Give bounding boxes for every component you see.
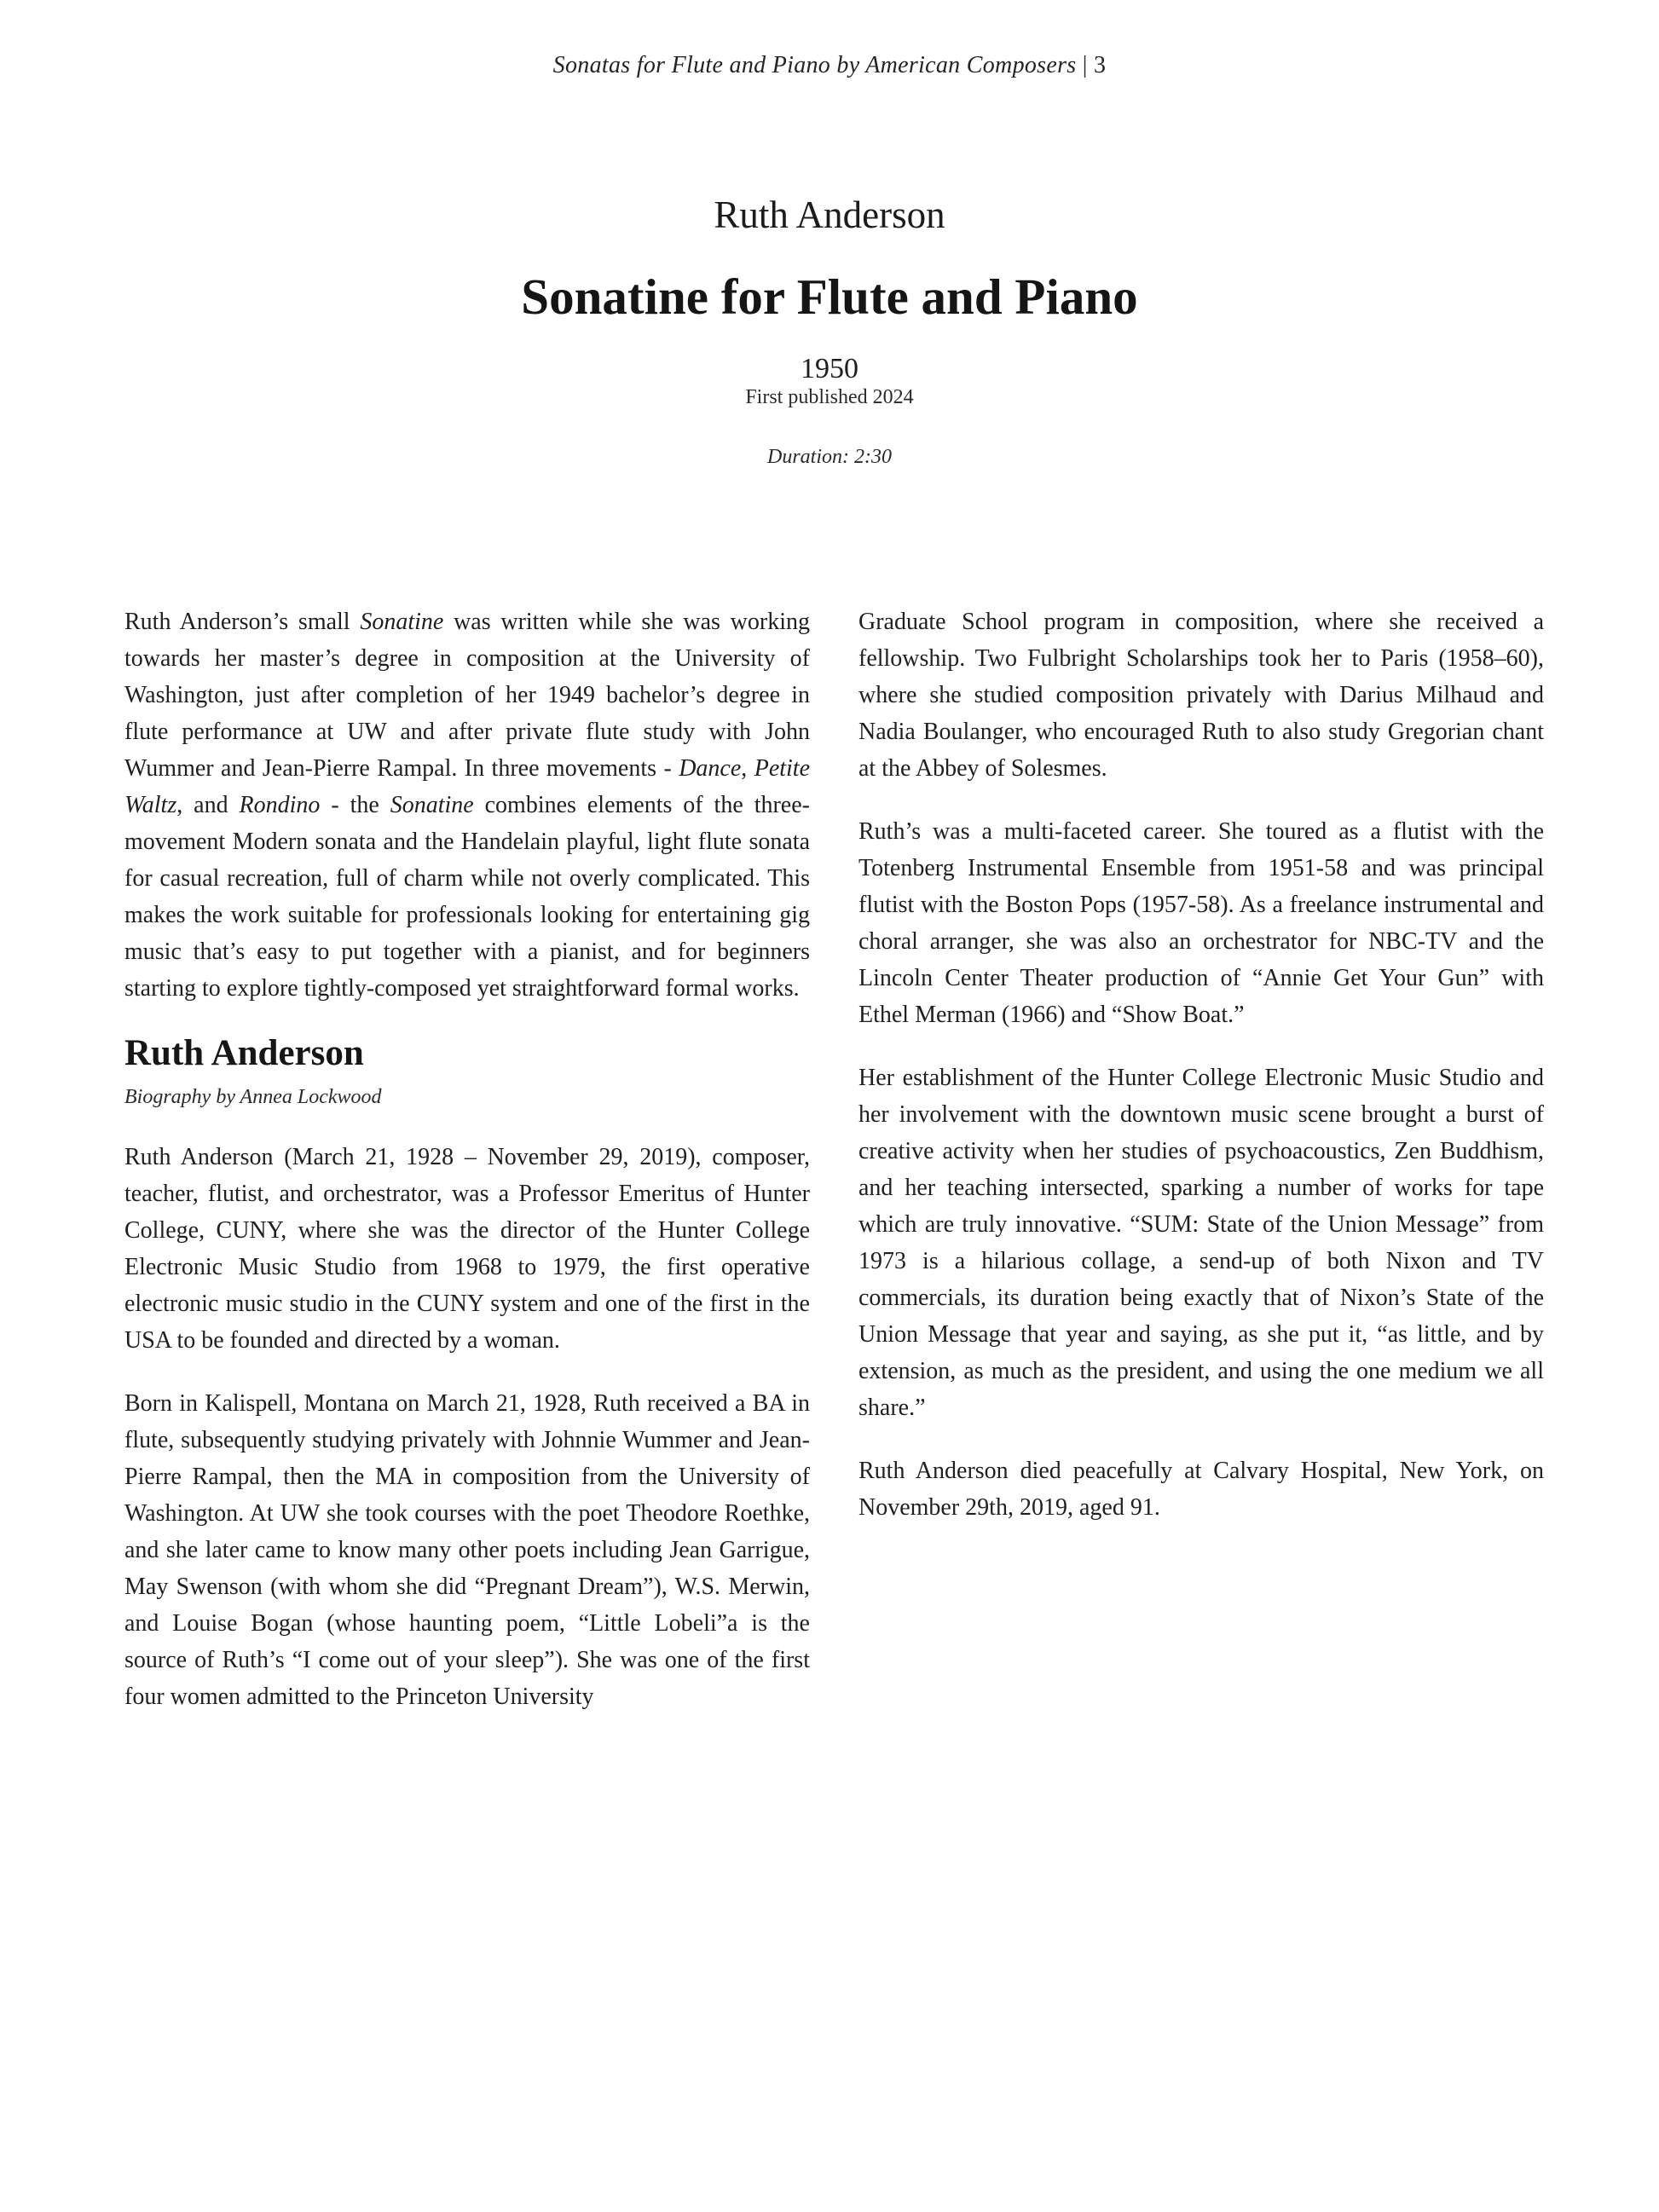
work-title: Sonatine for Flute and Piano xyxy=(521,269,1138,325)
right-paragraph-3: Her establishment of the Hunter College Electronic Music Studio and her involvement with the downtown music scene brought a burst of creative activity when her studies of psychoacoustics, Zen Buddhism, and her teaching intersected, sparking a number of works for tape which are truly innovative. “SUM: State of the Union Message” from 1973 is a hilarious collage, a send-up of both Nixon and TV commercials, its duration being exactly that of Nixon’s State of the Union Message that year and saying, as she put it, “as little, and by extension, as much as the president, and using the one medium we all share.” xyxy=(858,1065,1544,1421)
left-column xyxy=(124,604,810,1715)
biography-byline: Biography by Annea Lockwood xyxy=(124,1086,382,1108)
right-paragraph-1: Graduate School program in composition, where she received a fellowship. Two Fulbright Scholarships took her to Paris (1958–60), where she studied composition privately with Darius Milhaud and Nadia Boulanger, who encouraged Ruth to also study Gregorian chant at the Abbey of Solesmes. xyxy=(858,609,1544,782)
composition-year: 1950 xyxy=(801,353,858,384)
bio-paragraph-2: Born in Kalispell, Montana on March 21, 1928, Ruth received a BA in flute, subsequently studying privately with Johnnie Wummer and Jean-Pierre Rampal, then the MA in composition from the University of Washington. At UW she took courses with the poet Theodore Roethke, and she later came to know many other poets including Jean Garrigue, May Swenson (with whom she did “Pregnant Dream”), W.S. Merwin, and Louise Bogan (whose haunting poem, “Little Lobeli”a is the source of Ruth’s “I come out of your sleep”). She was one of the first four women admitted to the Princeton University xyxy=(124,1390,810,1710)
intro-paragraph: Ruth Anderson’s small Sonatine was written while she was working towards her master’s degree in composition at the University of Washington, just after completion of her 1949 bachelor’s degree in flute performance at UW and after private flute study with John Wummer and Jean-Pierre Rampal. In three movements - Dance, Petite Waltz, and Rondino - the Sonatine combines elements of the three-movement Modern sonata and the Handelain playful, light flute sonata for casual recreation, full of charm while not overly complicated. This makes the work suitable for professionals looking for entertaining gig music that’s easy to put together with a pianist, and for beginners starting to explore tightly-composed yet straightforward formal works. xyxy=(124,609,811,1002)
right-paragraph-2: Ruth’s was a multi-faceted career. She toured as a flutist with the Totenberg Instrumental Ensemble from 1951-58 and was principal flutist with the Boston Pops (1957-58). As a freelance instrumental and choral arranger, she was also an orchestrator for NBC-TV and the Lincoln Center Theater production of “Annie Get Your Gun” with Ethel Merman (1966) and “Show Boat.” xyxy=(858,818,1544,1028)
duration-note: Duration: 2:30 xyxy=(767,446,892,468)
bio-paragraph-1: Ruth Anderson (March 21, 1928 – November 29, 2019), composer, teacher, flutist, and orchestrator, was a Professor Emeritus of Hunter College, CUNY, where she was the director of the Hunter College Electronic Music Studio from 1968 to 1979, the first operative electronic music studio in the CUNY system and one of the first in the USA to be founded and directed by a woman. xyxy=(124,1144,810,1354)
running-header: Sonatas for Flute and Piano by American Composers | 3 xyxy=(552,52,1107,78)
composer-name: Ruth Anderson xyxy=(714,193,945,236)
publication-note: First published 2024 xyxy=(745,386,914,408)
right-paragraph-4: Ruth Anderson died peacefully at Calvary Hospital, New York, on November 29th, 2019, aged 91. xyxy=(858,1458,1544,1521)
right-column xyxy=(858,604,1544,1715)
body-columns xyxy=(124,604,1545,1715)
section-heading: Ruth Anderson xyxy=(124,1033,364,1073)
